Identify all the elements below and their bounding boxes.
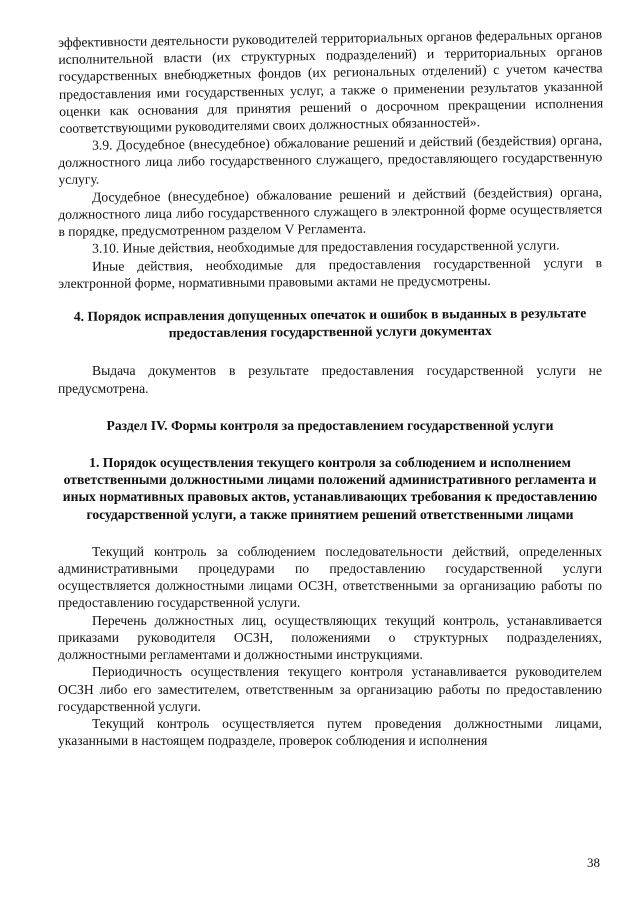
paragraph-continuation: эффективности деятельности руководителей территориальных органов федеральных органов исполнительной власти (их структурных подразделений) и территориальных органов государственных внебюджетных фондов (их региональных отделений) с учетом качества предоставления ими государственных услуг, а также о применении результатов указанной оценки как основания для принятия решений о досрочном прекращении исполнения соответствующими руководителями своих должностных обязанностей».	[58, 26, 604, 137]
heading-corrections: 4. Порядок исправления допущенных опечаток и ошибок в выданных в результате предоставления государственной услуги документах	[73, 305, 587, 341]
paragraph-control-4: Текущий контроль осуществляется путем проведения должностными лицами, указанными в настоящем подразделе, проверок соблюдения и исполнения	[58, 715, 602, 749]
page-number: 38	[587, 855, 600, 870]
paragraph-3-9: 3.9. Досудебное (внесудебное) обжалование решений и действий (бездействия) органа, должностного лица либо государственного служащего, предоставляющего государственную услугу.	[58, 132, 603, 188]
heading-current-control: 1. Порядок осуществления текущего контроля за соблюдением и исполнением ответственными должностными лицами положений административного регламента и иных нормативных правовых актов, устанавливающих требования к предоставлению государственной услуги, а также принятием решений ответственными лицами	[62, 455, 598, 522]
document-body	[58, 26, 604, 749]
paragraph-appeal-electronic: Досудебное (внесудебное) обжалование решений и действий (бездействия) органа, должностного лица либо государственного служащего в электронной форме осуществляется в порядке, предусмотренном разделом V Регламента.	[58, 184, 603, 240]
paragraph-control-2: Перечень должностных лиц, осуществляющих текущий контроль, устанавливается приказами руководителя ОСЗН, положениями о структурных подразделениях, должностными регламентами и должностными инструкциями.	[58, 612, 602, 663]
section-title: Раздел IV. Формы контроля за предоставлением государственной услуги	[106, 417, 554, 433]
paragraph-3-10: 3.10. Иные действия, необходимые для предоставления государственной услуги.	[92, 237, 560, 257]
paragraph-control-1: Текущий контроль за соблюдением последовательности действий, определенных административными процедурами по предоставлению государственной услуги осуществляется должностными лицами ОСЗН, ответственными за организацию работы по предоставлению государственной услуги.	[58, 543, 602, 611]
paragraph-documents-issue: Выдача документов в результате предоставления государственной услуги не предусмотрена.	[58, 363, 602, 396]
paragraph-other-actions: Иные действия, необходимые для предоставления государственной услуги в электронной форме, нормативными правовыми актами не предусмотрены.	[58, 254, 603, 291]
paragraph-control-3: Периодичность осуществления текущего контроля устанавливается руководителем ОСЗН либо его заместителем, ответственным за организацию работы по предоставлению государственной услуги.	[58, 664, 602, 714]
